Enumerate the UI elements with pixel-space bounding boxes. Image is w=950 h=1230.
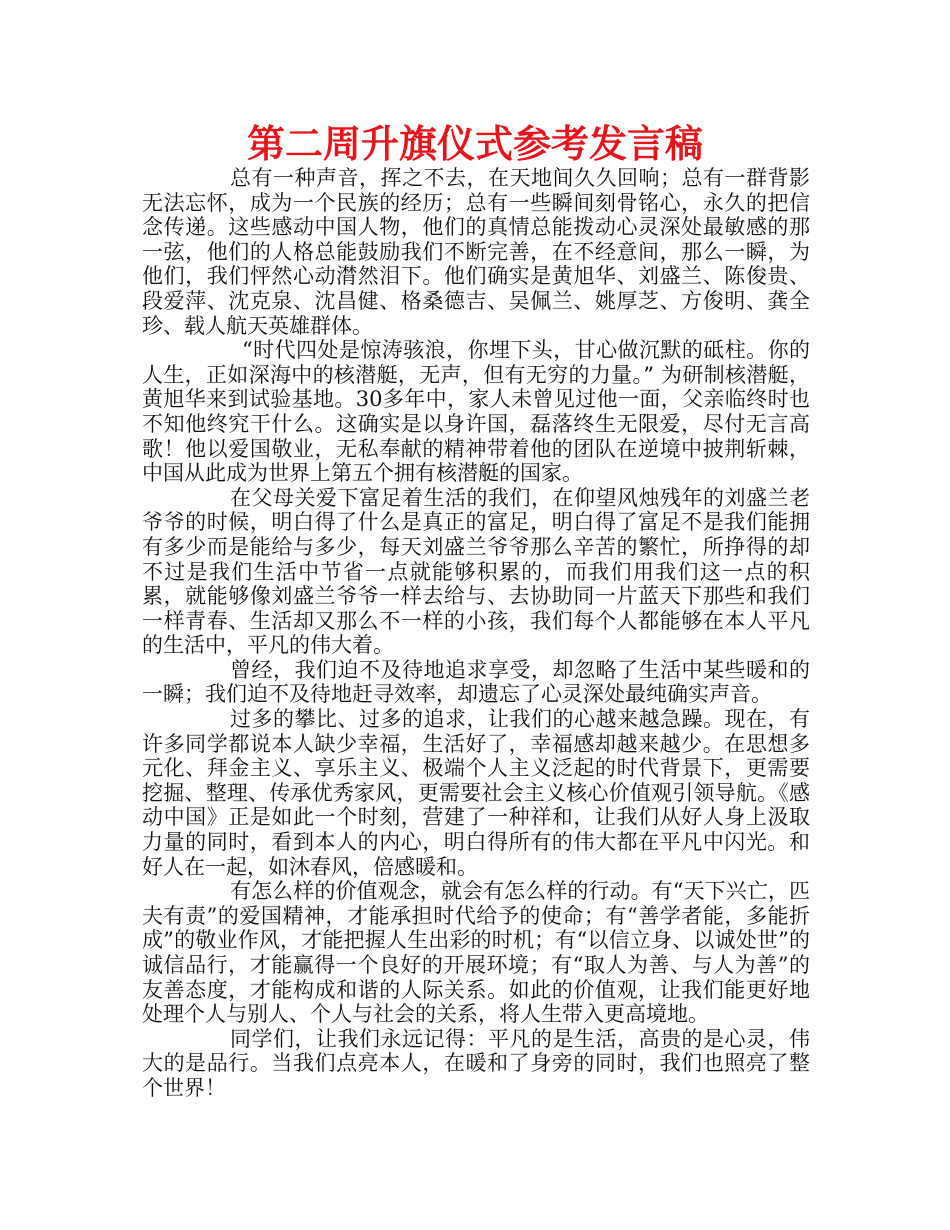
- paragraph: 同学们，让我们永远记得：平凡的是生活，高贵的是心灵，伟大的是品行。当我们点亮本人，在暖和了身旁的同时，我们也照亮了整个世界！: [142, 1026, 810, 1100]
- paragraph: 曾经，我们迫不及待地追求享受，却忽略了生活中某些暖和的一瞬；我们迫不及待地赶寻效率，却遗忘了心灵深处最纯确实声音。: [142, 657, 810, 707]
- paragraph: 在父母关爱下富足着生活的我们，在仰望风烛残年的刘盛兰老爷爷的时候，明白得了什么是真正的富足，明白得了富足不是我们能拥有多少而是能给与多少，每天刘盛兰爷爷那么辛苦的繁忙，所挣得的却不过是我们生活中节省一点就能够积累的，而我们用我们这一点的积累，就能够像刘盛兰爷爷一样去给与、去协助同一片蓝天下那些和我们一样青春、生活却又那么不一样的小孩，我们每个人都能够在本人平凡的生活中，平凡的伟大着。: [142, 485, 810, 658]
- paragraph: 有怎么样的价值观念，就会有怎么样的行动。有“天下兴亡，匹夫有责”的爱国精神，才能承担时代给予的使命；有“善学者能，多能折成”的敬业作风，才能把握人生出彩的时机；有“以信立身、以诚处世”的诚信品行，才能赢得一个良好的开展环境；有“取人为善、与人为善”的友善态度，才能构成和谐的人际关系。如此的价值观，让我们能更好地处理个人与别人、个人与社会的关系，将人生带入更高境地。: [142, 879, 810, 1027]
- document-body: [142, 166, 810, 1101]
- paragraph: 过多的攀比、过多的追求，让我们的心越来越急躁。现在，有许多同学都说本人缺少幸福，生活好了，幸福感却越来越少。在思想多元化、拜金主义、享乐主义、极端个人主义泛起的时代背景下，更需要挖掘、整理、传承优秀家风，更需要社会主义核心价值观引领导航。《感动中国》正是如此一个时刻，营建了一种祥和，让我们从好人身上汲取力量的同时，看到本人的内心，明白得所有的伟大都在平凡中闪光。和好人在一起，如沐春风，倍感暖和。: [142, 707, 810, 879]
- paragraph: “时代四处是惊涛骇浪，你埋下头，甘心做沉默的砥柱。你的人生，正如深海中的核潜艇，无声，但有无穷的力量。” 为研制核潜艇，黄旭华来到试验基地。30多年中，家人未曾见过他一面，父亲临终时也不知他终究干什么。这确实是以身许国，磊落终生无限爱，尽付无言高歌！他以爱国敬业，无私奉献的精神带着他的团队在逆境中披荆斩棘，中国从此成为世界上第五个拥有核潜艇的国家。: [142, 338, 810, 486]
- document-title: 第二周升旗仪式参考发言稿: [246, 122, 703, 166]
- paragraph: 总有一种声音，挥之不去，在天地间久久回响；总有一群背影无法忘怀，成为一个民族的经历；总有一些瞬间刻骨铭心，永久的把信念传递。这些感动中国人物，他们的真情总能拨动心灵深处最敏感的那一弦，他们的人格总能鼓励我们不断完善，在不经意间，那么一瞬，为他们，我们怦然心动潸然泪下。他们确实是黄旭华、刘盛兰、陈俊贵、段爱萍、沈克泉、沈昌健、格桑德吉、吴佩兰、姚厚芝、方俊明、龚全珍、载人航天英雄群体。: [142, 166, 810, 338]
